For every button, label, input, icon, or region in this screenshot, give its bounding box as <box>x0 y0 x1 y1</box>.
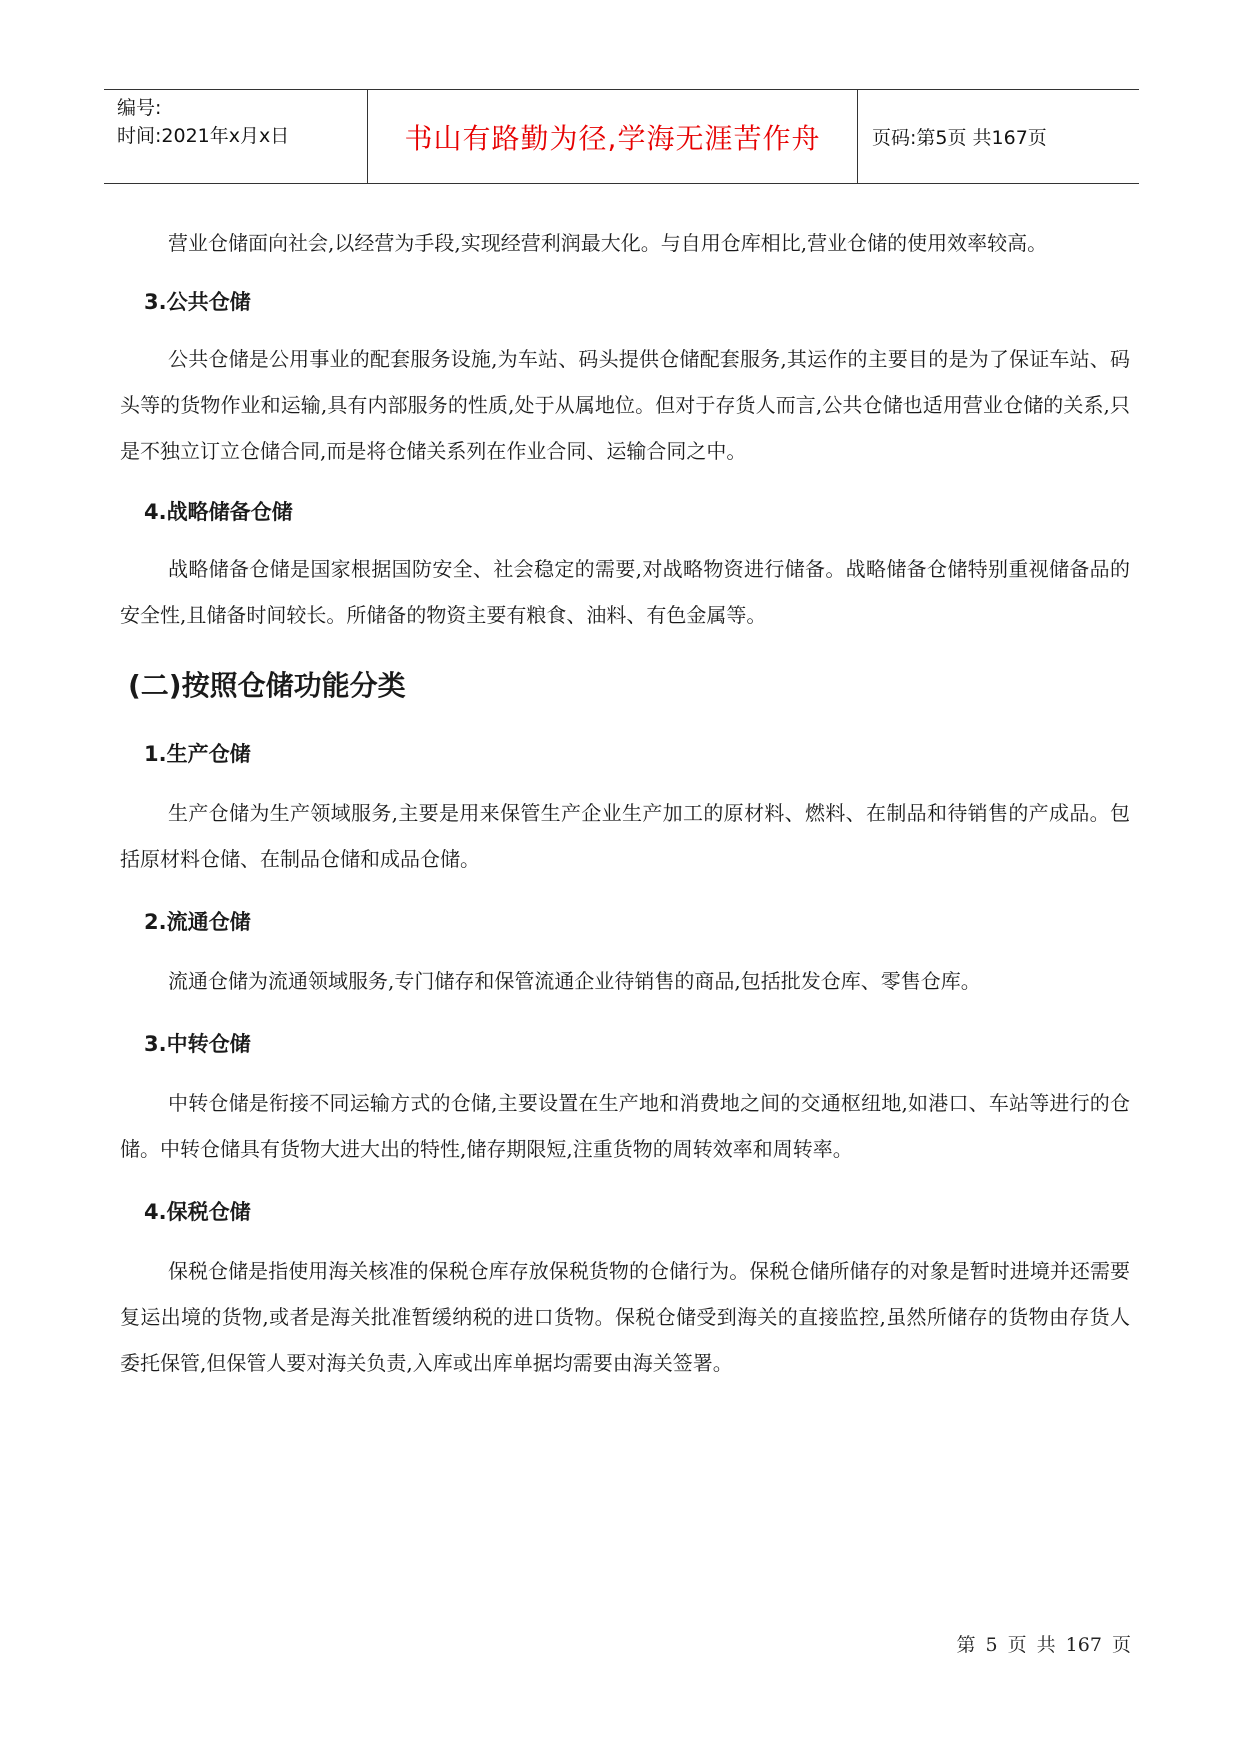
section-heading-function-classification: (二)按照仓储功能分类 <box>128 669 406 702</box>
page-footer-number: 第 5 页 共 167 页 <box>956 1634 1131 1656</box>
header-page-label: 页码:第5页 共167页 <box>872 127 1047 149</box>
heading-circulation-storage: 2.流通仓储 <box>144 910 251 934</box>
paragraph-commercial-storage: 营业仓储面向社会,以经营为手段,实现经营利润最大化。与自用仓库相比,营业仓储的使用效率较高。 <box>168 231 1048 255</box>
page-header <box>104 89 1139 184</box>
heading-production-storage: 1.生产仓储 <box>144 742 251 766</box>
paragraph-strategic-storage: 战略储备仓储是国家根据国防安全、社会稳定的需要,对战略物资进行储备。战略储备仓储特别重视储备品的安全性,且储备时间较长。所储备的物资主要有粮食、油料、有色金属等。 <box>120 557 1130 627</box>
header-motto: 书山有路勤为径,学海无涯苦作舟 <box>368 90 858 183</box>
paragraph-transit-storage: 中转仓储是衔接不同运输方式的仓储,主要设置在生产地和消费地之间的交通枢纽地,如港口、车站等进行的仓储。中转仓储具有货物大进大出的特性,储存期限短,注重货物的周转效率和周转率。 <box>120 1091 1130 1161</box>
document-number-label: 编号: <box>117 97 162 119</box>
paragraph-circulation-storage: 流通仓储为流通领域服务,专门储存和保管流通企业待销售的商品,包括批发仓库、零售仓库。 <box>168 969 981 993</box>
heading-strategic-storage: 4.战略储备仓储 <box>144 500 293 524</box>
paragraph-public-storage: 公共仓储是公用事业的配套服务设施,为车站、码头提供仓储配套服务,其运作的主要目的是为了保证车站、码头等的货物作业和运输,具有内部服务的性质,处于从属地位。但对于存货人而言,公共仓储也适用营业仓储的关系,只是不独立订立仓储合同,而是将仓储关系列在作业合同、运输合同之中。 <box>120 347 1130 463</box>
document-time-label: 时间:2021年x月x日 <box>117 125 290 147</box>
paragraph-production-storage: 生产仓储为生产领域服务,主要是用来保管生产企业生产加工的原材料、燃料、在制品和待销售的产成品。包括原材料仓储、在制品仓储和成品仓储。 <box>120 801 1130 871</box>
heading-transit-storage: 3.中转仓储 <box>144 1032 251 1056</box>
header-left-cell <box>104 90 368 183</box>
heading-public-storage: 3.公共仓储 <box>144 290 251 314</box>
paragraph-bonded-storage: 保税仓储是指使用海关核准的保税仓库存放保税货物的仓储行为。保税仓储所储存的对象是暂时进境并还需要复运出境的货物,或者是海关批准暂缓纳税的进口货物。保税仓储受到海关的直接监控,虽然所储存的货物由存货人委托保管,但保管人要对海关负责,入库或出库单据均需要由海关签署。 <box>120 1259 1130 1375</box>
heading-bonded-storage: 4.保税仓储 <box>144 1200 251 1224</box>
document-body <box>120 220 1130 1386</box>
